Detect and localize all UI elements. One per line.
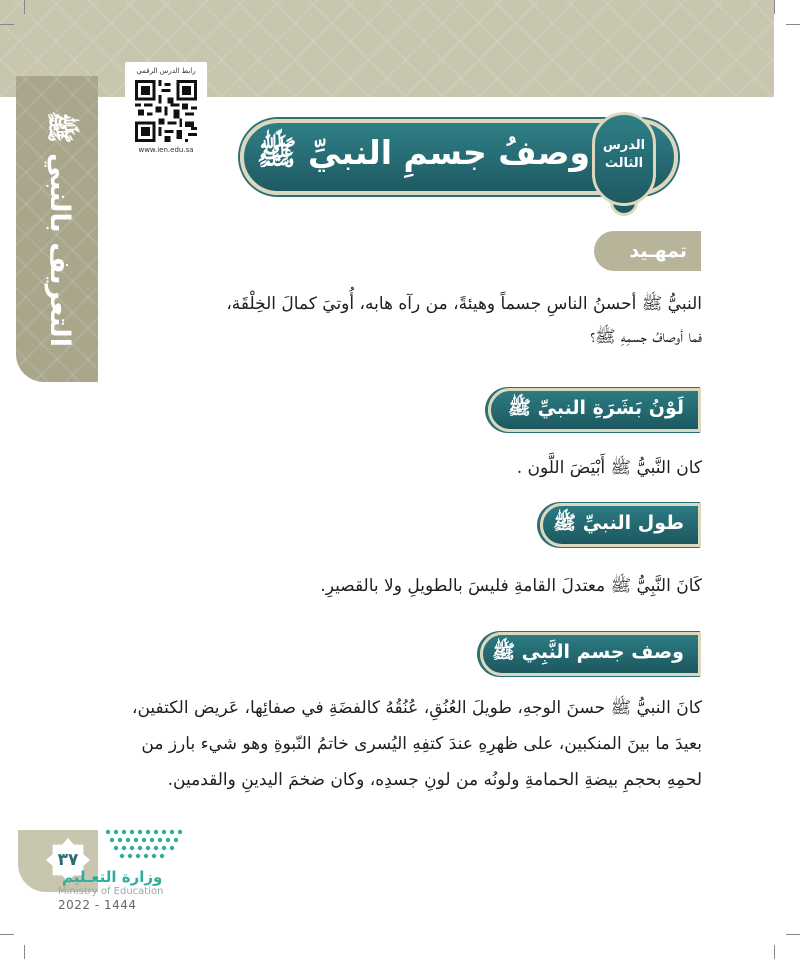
crop-mark bbox=[774, 0, 775, 14]
text-line: النبيُّ ﷺ أحسنُ الناسِ جسماً وهيئةً، من رآه هابه، أُوتيَ كمالَ الخِلْقَة، bbox=[226, 294, 702, 314]
qr-card[interactable] bbox=[125, 62, 207, 158]
crop-mark bbox=[774, 945, 775, 959]
edition-year: 2022 - 1444 bbox=[58, 898, 137, 912]
section-skin-color-text bbox=[82, 452, 702, 485]
section-heading-body bbox=[480, 632, 701, 676]
ministry-logo-icon bbox=[100, 826, 190, 866]
lesson-badge-line1: الدرس bbox=[602, 138, 646, 153]
lesson-badge-text bbox=[595, 137, 653, 173]
section-height-text bbox=[82, 570, 702, 603]
section-intro-text bbox=[82, 288, 702, 354]
ministry-name-arabic: وزارة التعـليم bbox=[62, 868, 163, 886]
text-line: كَانَ النَّبِيُّ ﷺ معتدلَ القامةِ فليسَ بالطويلِ ولا بالقصيرِ. bbox=[320, 576, 702, 596]
text-line: بعيدَ ما بينَ المنكبين، على ظهرِهِ عندَ كتفِهِ اليُسرى خاتمُ النّبوةِ وهو شيء بارز من bbox=[141, 734, 702, 754]
text-line: فما أوصافُ جسمِهِ ﷺ؟ bbox=[590, 327, 702, 347]
unit-title: التعريف بالنبي ﷺ bbox=[44, 111, 75, 347]
section-heading-text: طول النبيِّ ﷺ bbox=[553, 512, 684, 534]
qr-code-icon[interactable] bbox=[135, 80, 197, 142]
section-heading-intro bbox=[594, 231, 701, 271]
crop-mark bbox=[0, 934, 14, 935]
lesson-badge-line2: الثالث bbox=[604, 156, 644, 171]
crop-mark bbox=[786, 24, 800, 25]
ministry-name-english: Ministry of Education bbox=[58, 886, 164, 897]
lesson-title: وصفُ جسمِ النبيِّ ﷺ bbox=[256, 133, 590, 172]
text-line: كانَ النبيُّ ﷺ حسنَ الوجهِ، طويلَ العُنُقِ، عُنُقُهُ كالفضَةِ في صفائِها، عَريض الكتفين، bbox=[132, 698, 702, 718]
qr-label: رابط الدرس الرقمي bbox=[136, 67, 196, 75]
top-decorative-band bbox=[0, 0, 774, 97]
section-heading-height bbox=[540, 503, 701, 547]
crop-mark bbox=[24, 945, 25, 959]
lesson-number-badge bbox=[592, 112, 656, 206]
crop-mark bbox=[786, 934, 800, 935]
text-line: لحمِهِ بحجمِ بيضةِ الحمامةِ ولونُه من لونِ جسدِه، وكان ضخمَ اليدينِ والقدمين. bbox=[167, 770, 702, 790]
section-body-text bbox=[82, 690, 702, 798]
section-heading-skin-color bbox=[488, 388, 701, 432]
page-number: ٣٧ bbox=[57, 850, 79, 870]
qr-url[interactable]: www.ien.edu.sa bbox=[138, 146, 194, 154]
section-heading-text: تمهـيد bbox=[629, 240, 687, 262]
crop-mark bbox=[0, 24, 14, 25]
section-heading-text: لَوْنُ بَشَرَةِ النبيِّ ﷺ bbox=[508, 397, 684, 419]
section-heading-text: وصف جسم النَّبِي ﷺ bbox=[492, 641, 684, 663]
crop-mark bbox=[24, 0, 25, 14]
text-line: كان النَّبيُّ ﷺ أَبْيَضَ اللَّون . bbox=[516, 458, 702, 478]
